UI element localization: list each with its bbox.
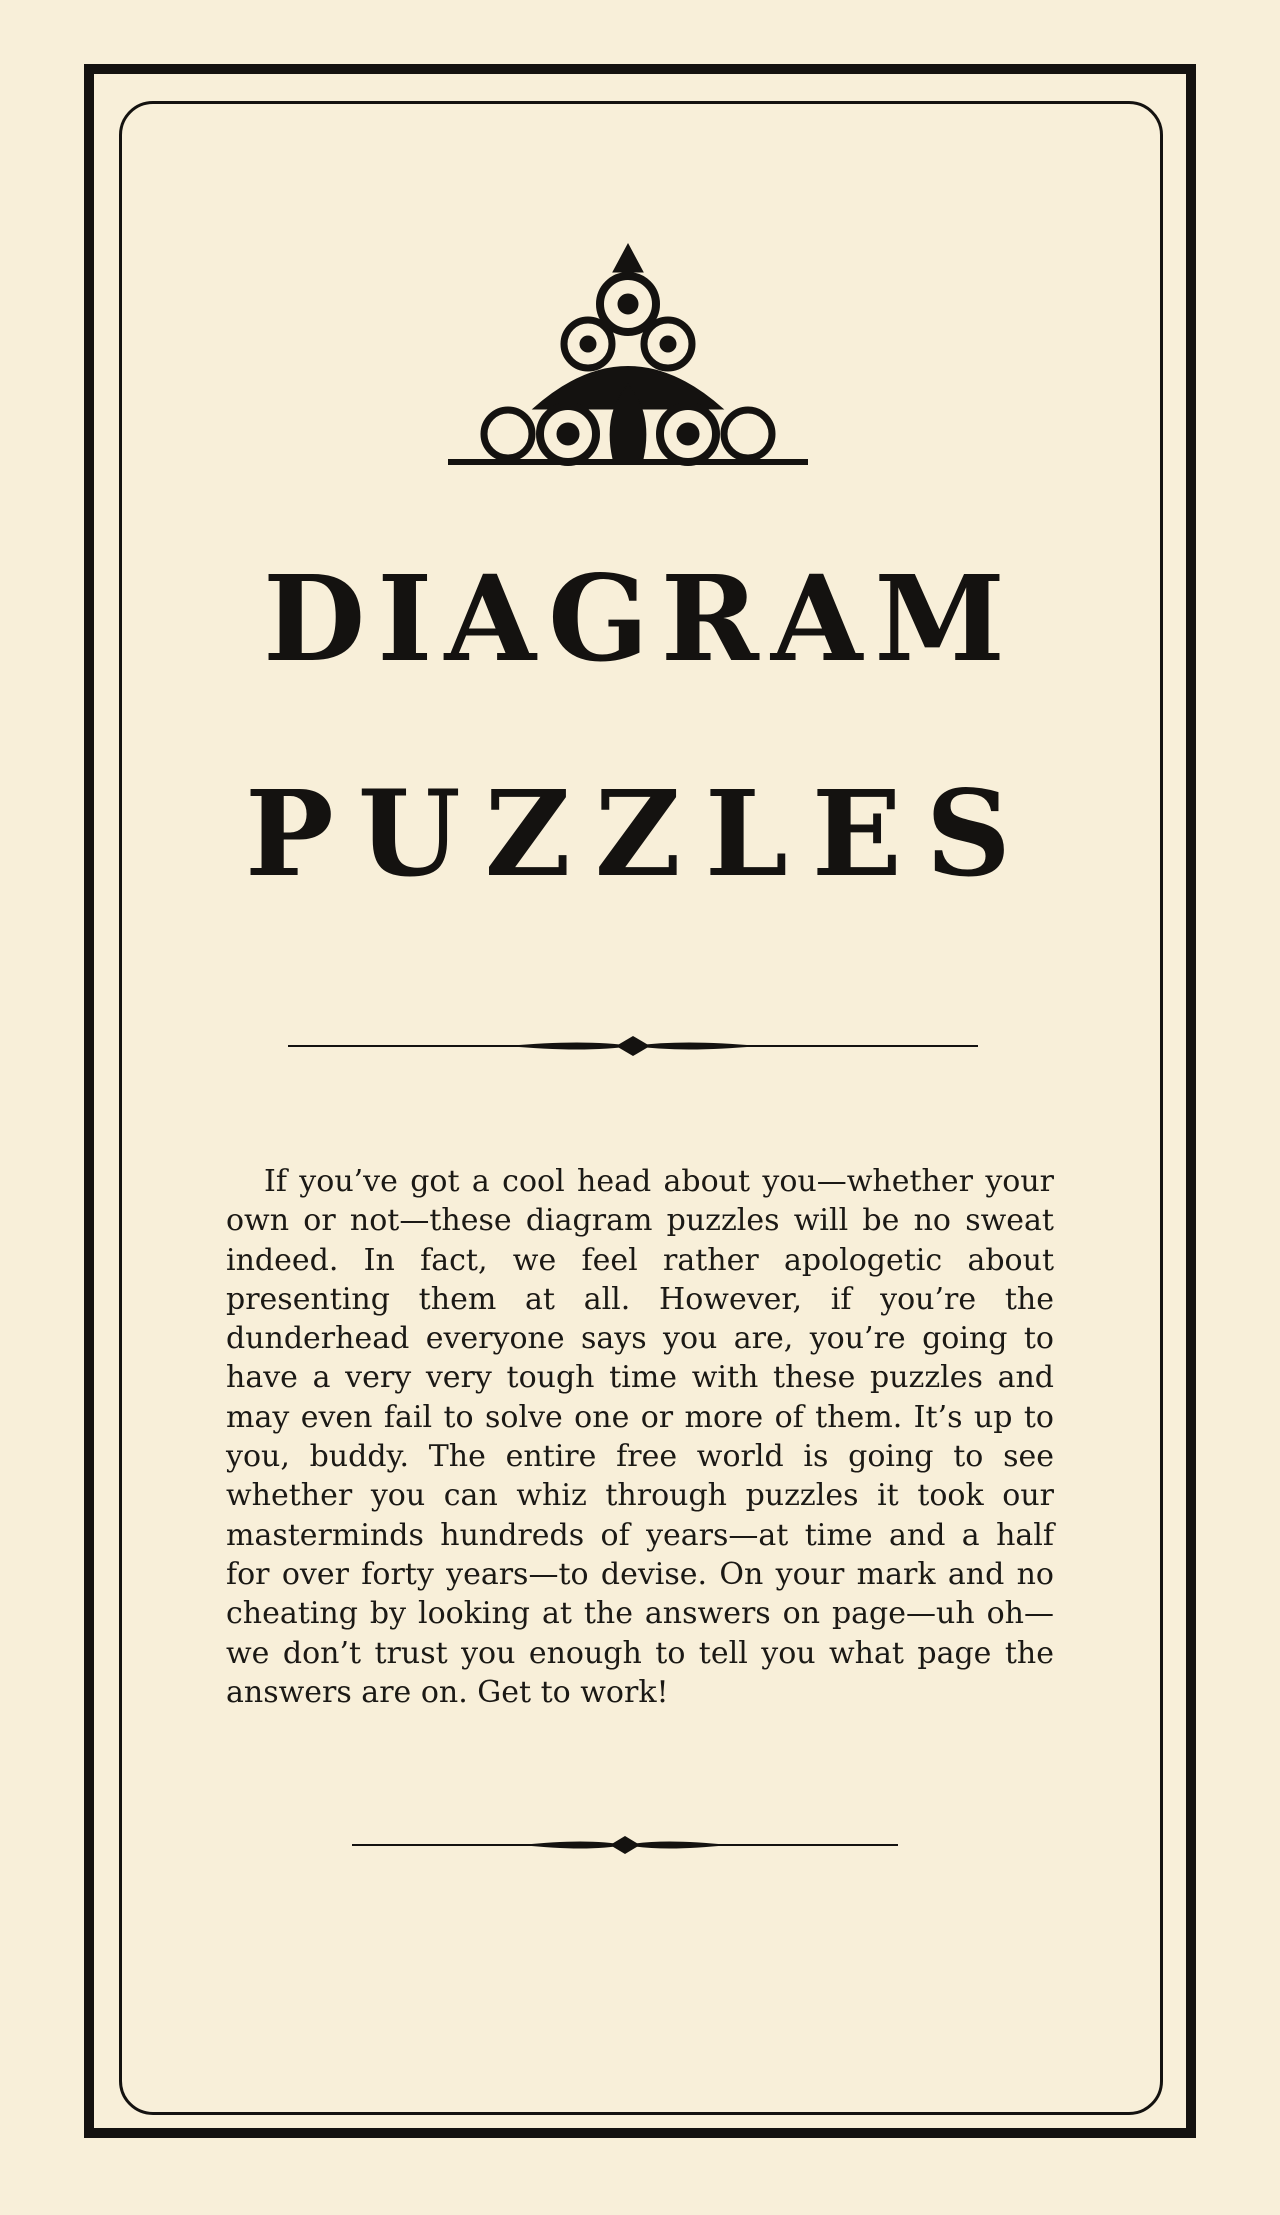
flourish-divider-icon [288, 1034, 978, 1058]
intro-paragraph: If you’ve got a cool head about you—whether your own or not—these diagram puzzles will be no sweat indeed. In fact, we feel rather apologetic about presenting them at all. However, if you’re the dunderhead everyone says you are, you’re going to have a very very tough time with these puzzles and may even fail to solve one or more of them. It’s up to you, buddy. The entire free world is going to see whether you can whiz through puzzles it took our masterminds hundreds of years—at time and a half for over forty years—to devise. On your mark and no cheating by looking at the answers on page—uh oh—we don’t trust you enough to tell you what page the answers are on. Get to work! [226, 1164, 1054, 1710]
title-line-1: DIAGRAM [262, 549, 1018, 688]
triangular-filigree-ornament-icon [438, 234, 818, 470]
flourish-divider-icon [352, 1833, 898, 1857]
title-line-2: PUZZLES [244, 764, 1036, 903]
